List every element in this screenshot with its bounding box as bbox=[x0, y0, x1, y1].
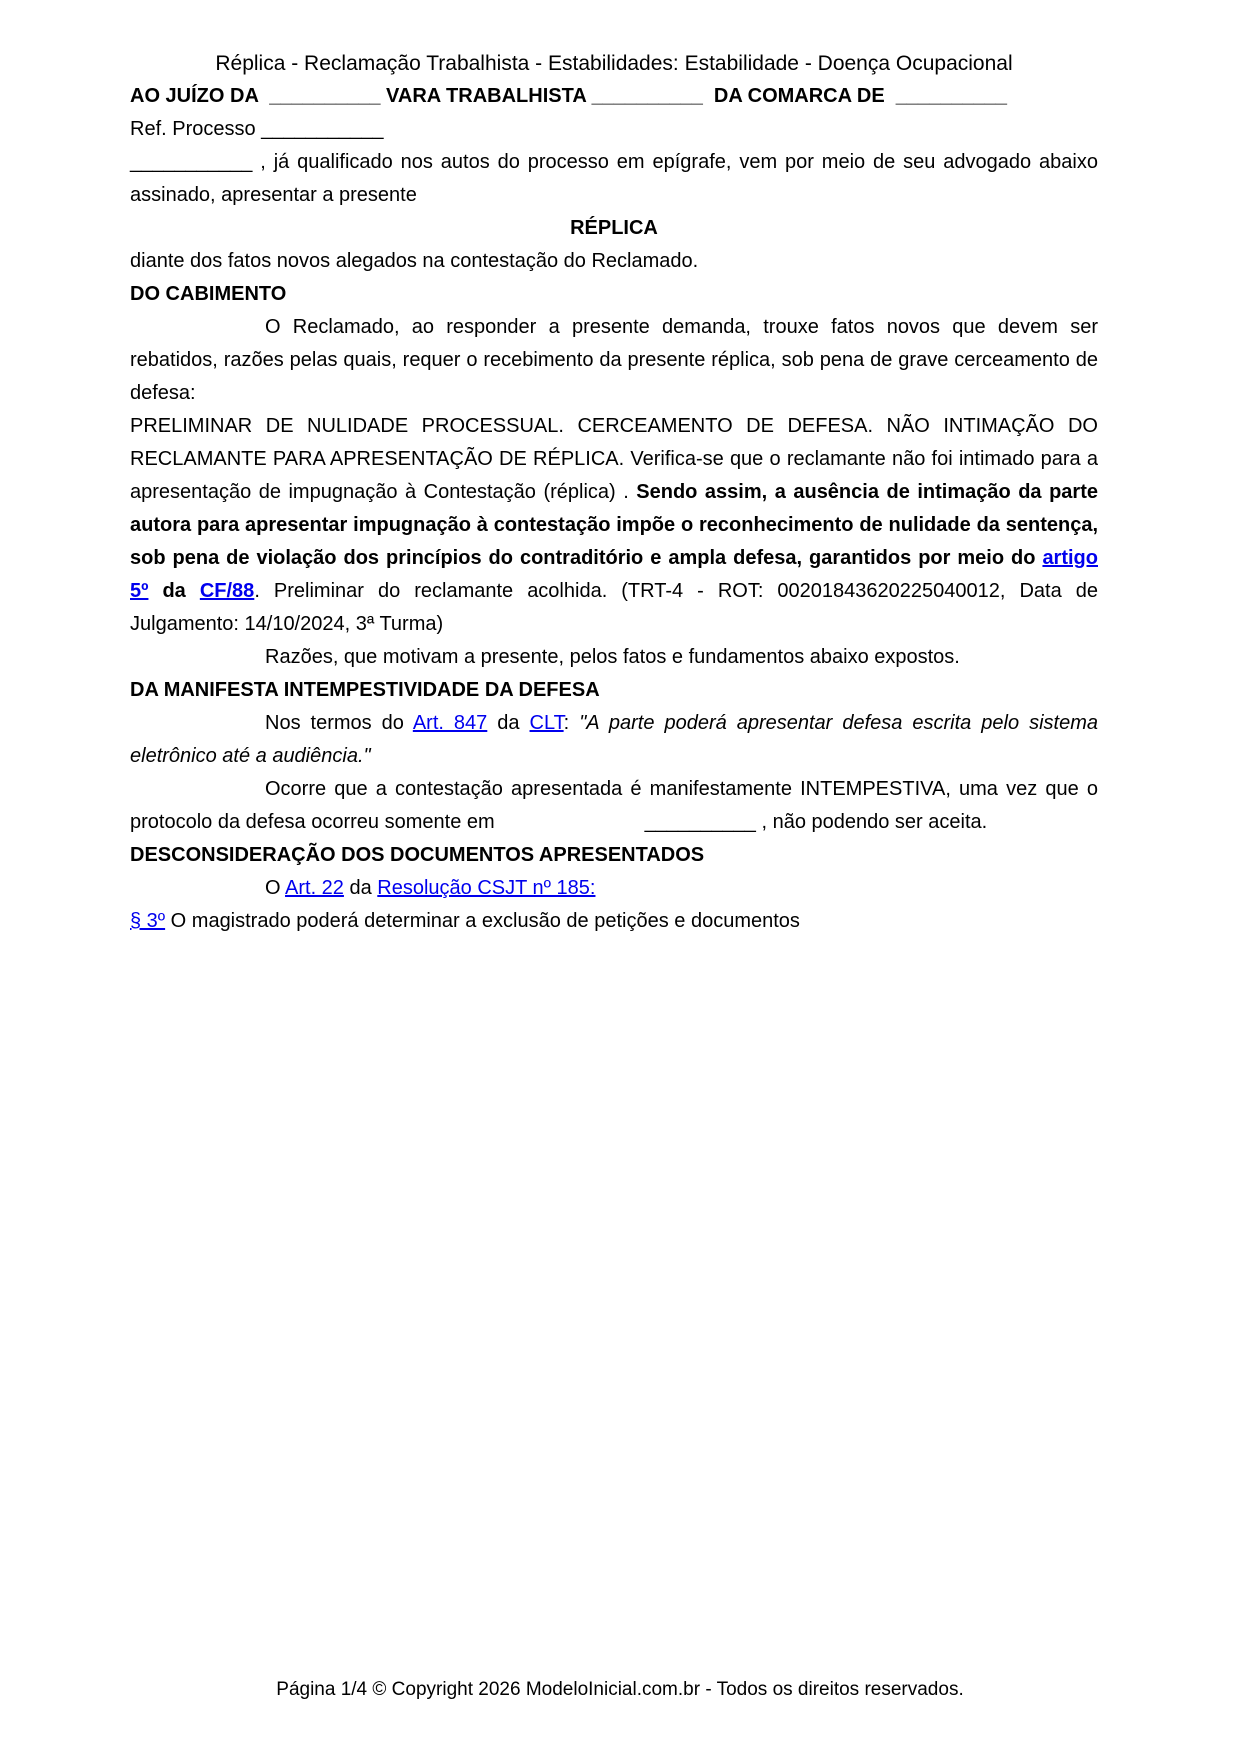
quote-text-2: . Preliminar do reclamante acolhida. (TRT-4 - ROT: 00201843620225040012, Data de Julgamento: 14/10/2024, 3ª Turma) bbox=[130, 580, 1099, 635]
art22-text-1: O bbox=[265, 877, 286, 899]
art22-text-2: da bbox=[343, 877, 378, 899]
paragraph-cabimento: O Reclamado, ao responder a presente demanda, trouxe fatos novos que devem ser rebatidos, razões pelas quais, requer o recebimento da presente réplica, sob pena de grave cerceamento de defesa: bbox=[130, 316, 1098, 404]
par3-text: O magistrado poderá determinar a exclusão de petições e documentos bbox=[165, 910, 800, 932]
paragraph-razoes: Razões, que motivam a presente, pelos fatos e fundamentos abaixo expostos. bbox=[265, 646, 960, 668]
petition-type-heading: RÉPLICA bbox=[570, 217, 658, 239]
protocol-date-blank: __________ bbox=[644, 811, 756, 833]
link-art-22[interactable]: Art. 22 bbox=[285, 877, 344, 899]
paragraph-par-3 bbox=[130, 905, 1098, 938]
link-resolucao-csjt-185[interactable]: Resolução CSJT nº 185: bbox=[377, 877, 596, 899]
nostermos-text-3: : bbox=[563, 712, 580, 734]
link-art-847[interactable]: Art. 847 bbox=[412, 712, 488, 734]
court-address-line: AO JUÍZO DA __________ VARA TRABALHISTA __________ DA COMARCA DE __________ bbox=[130, 85, 1008, 107]
intro-tail-paragraph: diante dos fatos novos alegados na contestação do Reclamado. bbox=[130, 250, 699, 272]
link-clt[interactable]: CLT bbox=[529, 712, 564, 734]
quote-bold-2: da bbox=[148, 580, 200, 602]
heading-do-cabimento: DO CABIMENTO bbox=[130, 283, 287, 305]
ocorre-text-1: Ocorre que a contestação apresentada é manifestamente INTEMPESTIVA, uma vez que o protocolo da defesa ocorreu somente em bbox=[130, 778, 1098, 833]
paragraph-intempestiva bbox=[130, 773, 1098, 839]
nostermos-text-1: Nos termos do bbox=[265, 712, 413, 734]
link-artigo-5[interactable]: artigo 5º bbox=[130, 547, 1098, 602]
heading-desconsideracao: DESCONSIDERAÇÃO DOS DOCUMENTOS APRESENTADOS bbox=[130, 844, 705, 866]
heading-intempestividade: DA MANIFESTA INTEMPESTIVIDADE DA DEFESA bbox=[130, 679, 600, 701]
blockquote-jurisprudence bbox=[130, 410, 1098, 641]
paragraph-art22 bbox=[130, 872, 1098, 905]
quote-bold-1: Sendo assim, a ausência de intimação da parte autora para apresentar impugnação à contestação impõe o reconhecimento de nulidade da sentença, sob pena de violação dos princípios do contraditório e ampla defesa, garantidos por meio do bbox=[130, 481, 1098, 569]
nostermos-quote-italic: "A parte poderá apresentar defesa escrita pelo sistema eletrônico até a audiência." bbox=[130, 712, 1098, 767]
ocorre-text-2: , não podendo ser aceita. bbox=[755, 811, 988, 833]
link-cf88[interactable]: CF/88 bbox=[199, 580, 255, 602]
process-reference-line: Ref. Processo ___________ bbox=[130, 118, 384, 140]
paragraph-nos-termos bbox=[130, 707, 1098, 773]
link-paragrafo-3[interactable]: § 3º bbox=[130, 910, 166, 932]
page-footer-copyright: Página 1/4 © Copyright 2026 ModeloInicial.com.br - Todos os direitos reservados. bbox=[276, 1679, 964, 1700]
intro-paragraph: ___________ , já qualificado nos autos do processo em epígrafe, vem por meio de seu advogado abaixo assinado, apresentar a presente bbox=[130, 151, 1098, 206]
nostermos-text-2: da bbox=[487, 712, 530, 734]
quote-text-1: PRELIMINAR DE NULIDADE PROCESSUAL. CERCEAMENTO DE DEFESA. NÃO INTIMAÇÃO DO RECLAMANTE PARA APRESENTAÇÃO DE RÉPLICA. Verifica-se que o reclamante não foi intimado para a apresentação de impugnação à Contestação (réplica) . bbox=[130, 415, 1098, 503]
document-title: Réplica - Reclamação Trabalhista - Estabilidades: Estabilidade - Doença Ocupacional bbox=[215, 52, 1013, 75]
